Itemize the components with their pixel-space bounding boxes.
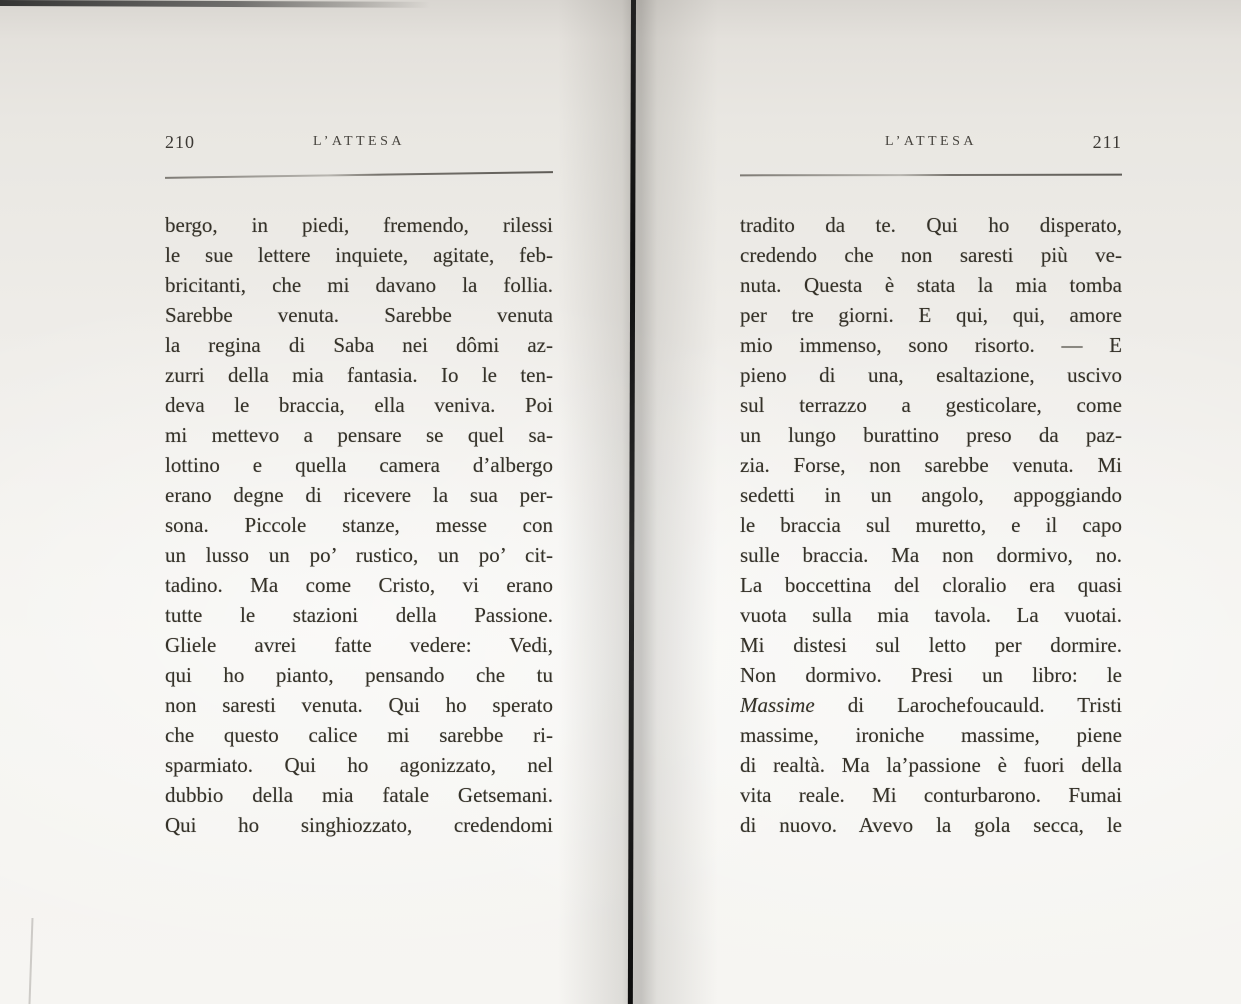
text-line xyxy=(165,720,553,750)
text-segment: Sarebbe venuta. Sarebbe venuta xyxy=(165,303,553,327)
text-segment: credendo che non saresti più ve- xyxy=(740,243,1122,267)
right-page-header xyxy=(740,130,1122,156)
text-line xyxy=(740,750,1122,780)
text-segment: di nuovo. Avevo la gola secca, le xyxy=(740,813,1122,837)
text-line xyxy=(740,810,1122,840)
text-line xyxy=(165,570,553,600)
text-line xyxy=(740,300,1122,330)
text-segment: di Larochefoucauld. Tristi xyxy=(814,693,1122,717)
text-line xyxy=(740,600,1122,630)
text-segment: zia. Forse, non sarebbe venuta. Mi xyxy=(740,453,1122,477)
header-rule xyxy=(740,174,1122,177)
text-line xyxy=(165,780,553,810)
text-segment: vuota sulla mia tavola. La vuotai. xyxy=(740,603,1122,627)
text-line xyxy=(740,660,1122,690)
text-segment: Mi distesi sul letto per dormire. xyxy=(740,633,1122,657)
text-segment: sulle braccia. Ma non dormivo, no. xyxy=(740,543,1122,567)
page-number: 211 xyxy=(1092,132,1122,152)
text-line xyxy=(740,720,1122,750)
text-line xyxy=(740,510,1122,540)
text-line xyxy=(740,540,1122,570)
text-segment: sul terrazzo a gesticolare, come xyxy=(740,393,1122,417)
text-segment: sedetti in un angolo, appoggiando xyxy=(740,483,1122,507)
scan-crease xyxy=(28,918,33,1004)
text-line xyxy=(740,480,1122,510)
text-line xyxy=(740,270,1122,300)
text-segment: le braccia sul muretto, e il capo xyxy=(740,513,1122,537)
text-line xyxy=(165,360,553,390)
text-segment: mi mettevo a pensare se quel sa- xyxy=(165,423,553,447)
text-line xyxy=(165,300,553,330)
left-page-body xyxy=(165,210,553,840)
text-segment: vita reale. Mi conturbarono. Fumai xyxy=(740,783,1122,807)
text-segment: non saresti venuta. Qui ho sperato xyxy=(165,693,553,717)
text-line xyxy=(740,570,1122,600)
text-segment: tadino. Ma come Cristo, vi erano xyxy=(165,573,553,597)
right-page-body xyxy=(740,210,1122,840)
text-segment: tradito da te. Qui ho disperato, xyxy=(740,213,1122,237)
text-line xyxy=(740,390,1122,420)
text-line xyxy=(165,750,553,780)
left-page-header xyxy=(165,130,553,156)
text-segment: nuta. Questa è stata la mia tomba xyxy=(740,273,1122,297)
text-segment: per tre giorni. E qui, qui, amore xyxy=(740,303,1122,327)
text-segment: mio immenso, sono risorto. — E xyxy=(740,333,1122,357)
page-number: 210 xyxy=(165,132,195,152)
text-segment: un lusso un po’ rustico, un po’ cit- xyxy=(165,543,553,567)
text-line xyxy=(165,810,553,840)
text-line xyxy=(165,330,553,360)
text-line xyxy=(740,690,1122,720)
text-line xyxy=(165,390,553,420)
text-segment: un lungo burattino preso da paz- xyxy=(740,423,1122,447)
text-segment: sparmiato. Qui ho agonizzato, nel xyxy=(165,753,553,777)
text-line xyxy=(740,450,1122,480)
right-page xyxy=(740,130,1122,840)
text-line xyxy=(740,420,1122,450)
text-segment: di realtà. Ma la’passione è fuori della xyxy=(740,753,1122,777)
text-segment: lottino e quella camera d’albergo xyxy=(165,453,553,477)
text-segment: la regina di Saba nei dômi az- xyxy=(165,333,553,357)
text-line xyxy=(165,240,553,270)
left-page xyxy=(165,130,553,840)
text-segment: deva le braccia, ella veniva. Poi xyxy=(165,393,553,417)
text-segment: qui ho pianto, pensando che tu xyxy=(165,663,553,687)
italic-text: Massime xyxy=(740,693,815,717)
text-segment: La boccettina del cloralio era quasi xyxy=(740,573,1122,597)
text-line xyxy=(165,270,553,300)
text-line xyxy=(165,210,553,240)
text-line xyxy=(165,480,553,510)
text-segment: massime, ironiche massime, piene xyxy=(740,723,1122,747)
text-segment: erano degne di ricevere la sua per- xyxy=(165,483,553,507)
scan-top-smudge xyxy=(0,0,430,8)
header-rule xyxy=(165,171,553,179)
text-line xyxy=(165,420,553,450)
text-segment: Non dormivo. Presi un libro: le xyxy=(740,663,1122,687)
text-segment: le sue lettere inquiete, agitate, feb- xyxy=(165,243,553,267)
text-line xyxy=(740,360,1122,390)
text-segment: bergo, in piedi, fremendo, rilessi xyxy=(165,213,553,237)
running-header: L’ATTESA xyxy=(884,134,978,149)
text-line xyxy=(740,630,1122,660)
text-segment: pieno di una, esaltazione, uscivo xyxy=(740,363,1122,387)
text-segment: Qui ho singhiozzato, credendomi xyxy=(165,813,553,837)
text-line xyxy=(740,210,1122,240)
book-gutter-shadow xyxy=(558,0,718,1004)
text-line xyxy=(165,540,553,570)
text-segment: che questo calice mi sarebbe ri- xyxy=(165,723,553,747)
text-line xyxy=(165,690,553,720)
text-line xyxy=(165,510,553,540)
text-segment: sona. Piccole stanze, messe con xyxy=(165,513,553,537)
text-line xyxy=(165,600,553,630)
text-line xyxy=(740,240,1122,270)
text-segment: zurri della mia fantasia. Io le ten- xyxy=(165,363,553,387)
text-line xyxy=(165,660,553,690)
running-header: L’ATTESA xyxy=(312,134,406,149)
text-segment: dubbio della mia fatale Getsemani. xyxy=(165,783,553,807)
text-segment: tutte le stazioni della Passione. xyxy=(165,603,553,627)
text-segment: bricitanti, che mi davano la follia. xyxy=(165,273,553,297)
text-line xyxy=(165,630,553,660)
text-line xyxy=(740,780,1122,810)
text-line xyxy=(740,330,1122,360)
text-segment: Gliele avrei fatte vedere: Vedi, xyxy=(165,633,553,657)
text-line xyxy=(165,450,553,480)
